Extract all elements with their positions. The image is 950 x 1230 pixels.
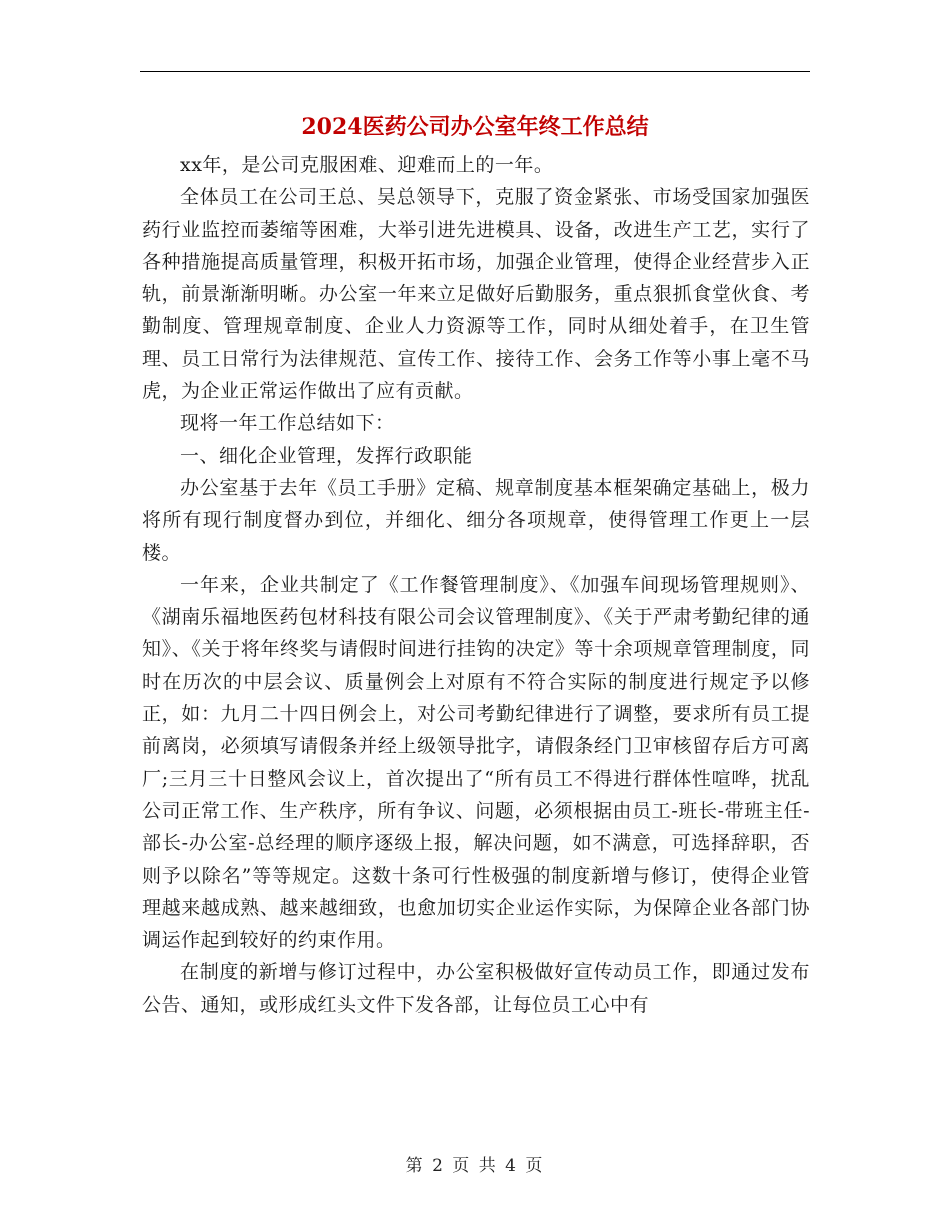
paragraph-intro: xx年，是公司克服困难、迎难而上的一年。 [180, 154, 554, 176]
page-number: 第 2 页 共 4 页 [405, 1156, 545, 1176]
header-rule [140, 71, 810, 72]
paragraph-overview: 全体员工在公司王总、吴总领导下，克服了资金紧张、市场受国家加强医药行业监控而萎缩等困难，大举引进先进模具、设备，改进生产工艺，实行了各种措施提高质量管理，积极开拓市场，加强企业管理，使得企业经营步入正轨，前景渐渐明晰。办公室一年来立足做好后勤服务，重点狠抓食堂伙食、考勤制度、管理规章制度、企业人力资源等工作，同时从细处着手，在卫生管理、员工日常行为法律规范、宣传工作、接待工作、会务工作等小事上毫不马虎，为企业正常运作做出了应有贡献。 [142, 186, 810, 403]
paragraph-publicity: 在制度的新增与修订过程中，办公室积极做好宣传动员工作，即通过发布公告、通知，或形成红头文件下发各部，让每位员工心中有 [142, 961, 810, 1016]
paragraph-summary-lead: 现将一年工作总结如下： [180, 412, 395, 435]
paragraph-rules-basis: 办公室基于去年《员工手册》定稿、规章制度基本框架确定基础上，极力将所有现行制度督办到位，并细化、细分各项规章，使得管理工作更上一层楼。 [142, 476, 810, 564]
paragraph-rules-detail: 一年来，企业共制定了《工作餐管理制度》、《加强车间现场管理规则》、《湖南乐福地医药包材科技有限公司会议管理制度》、《关于严肃考勤纪律的通知》、《关于将年终奖与请假时间进行挂钩的决定》等十余项规章管理制度，同时在历次的中层会议、质量例会上对原有不符合实际的制度进行规定予以修正，如：九月二十四日例会上，对公司考勤纪律进行了调整，要求所有员工提前离岗，必须填写请假条并经上级领导批字，请假条经门卫审核留存后方可离厂;三月三十日整风会议上，首次提出了“所有员工不得进行群体性喧哗，扰乱公司正常工作、生产秩序，所有争议、问题，必须根据由员工-班长-带班主任-部长-办公室-总经理的顺序逐级上报，解决问题，如不满意，可选择辞职，否则予以除名”等等规定。这数十条可行性极强的制度新增与修订，使得企业管理越来越成熟、越来越细致，也愈加切实企业运作实际，为保障企业各部门协调运作起到较好的约束作用。 [142, 573, 810, 952]
document-title: 2024医药公司办公室年终工作总结 [301, 114, 649, 140]
document-body [142, 149, 810, 1021]
section-heading-1: 一、细化企业管理，发挥行政职能 [180, 444, 473, 467]
